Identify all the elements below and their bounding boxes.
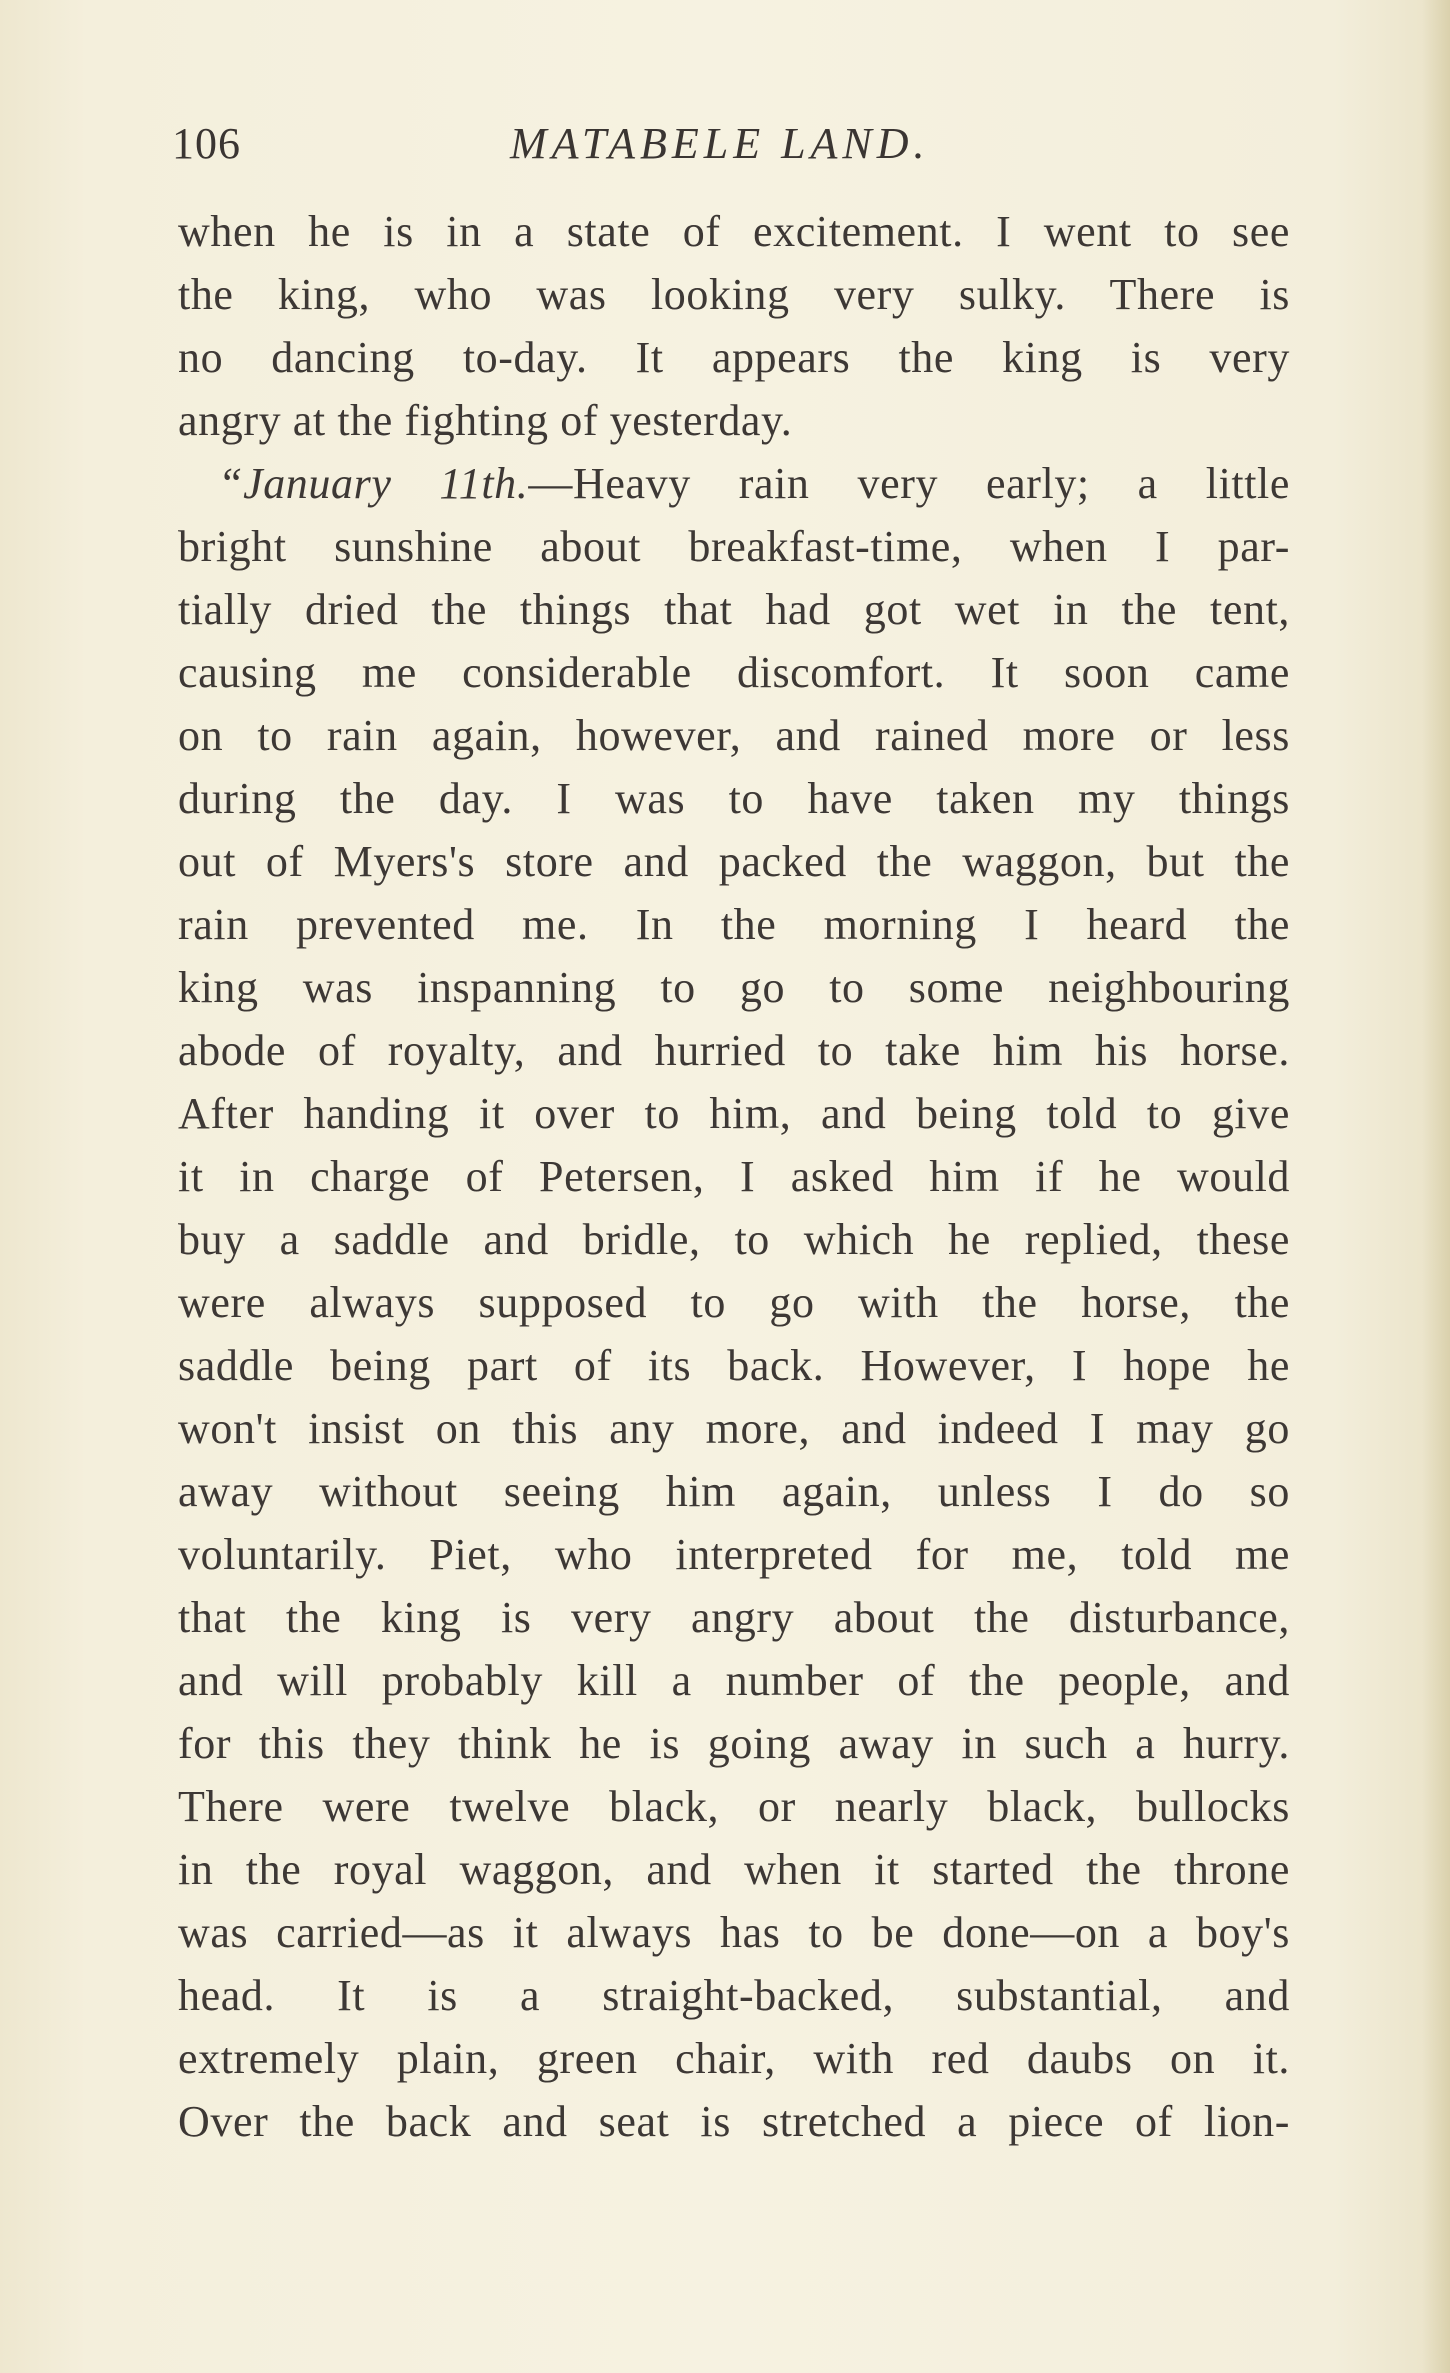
text-line: buy a saddle and bridle, to which he replied, these xyxy=(178,1215,1290,1264)
page-edge-shadow xyxy=(1422,0,1450,2373)
text-line: the king, who was looking very sulky. There is xyxy=(178,270,1290,319)
text-line: when he is in a state of excitement. I went to see xyxy=(178,207,1290,256)
text-line: bright sunshine about breakfast-time, when I par- xyxy=(178,522,1290,571)
text-line: angry at the fighting of yesterday. xyxy=(178,396,793,445)
diary-date: “January 11th. xyxy=(218,459,529,508)
text-line: abode of royalty, and hurried to take him his horse. xyxy=(178,1026,1290,1075)
text-line: it in charge of Petersen, I asked him if he would xyxy=(178,1152,1290,1201)
text-line: no dancing to-day. It appears the king is very xyxy=(178,333,1290,382)
text-line: voluntarily. Piet, who interpreted for me, told me xyxy=(178,1530,1290,1579)
body-text xyxy=(178,200,1290,2153)
text-line: head. It is a straight-backed, substantial, and xyxy=(178,1971,1290,2020)
text-line: causing me considerable discomfort. It soon came xyxy=(178,648,1290,697)
text-line: won't insist on this any more, and indeed I may go xyxy=(178,1404,1290,1453)
text-line: and will probably kill a number of the people, and xyxy=(178,1656,1290,1705)
text-line: was carried—as it always has to be done—on a boy's xyxy=(178,1908,1290,1957)
running-title: MATABELE LAND. xyxy=(510,119,930,168)
text-line: king was inspanning to go to some neighbouring xyxy=(178,963,1290,1012)
text-line: extremely plain, green chair, with red daubs on it. xyxy=(178,2034,1290,2083)
text-line: away without seeing him again, unless I do so xyxy=(178,1467,1290,1516)
text-line: After handing it over to him, and being told to give xyxy=(178,1089,1290,1138)
page-header xyxy=(172,118,1322,178)
text-line: during the day. I was to have taken my things xyxy=(178,774,1290,823)
text-line: There were twelve black, or nearly black, bullocks xyxy=(178,1782,1290,1831)
text-line: rain prevented me. In the morning I heard the xyxy=(178,900,1290,949)
text-line: tially dried the things that had got wet in the tent, xyxy=(178,585,1290,634)
text-line: that the king is very angry about the disturbance, xyxy=(178,1593,1290,1642)
diary-entry-text: —Heavy rain very early; a little xyxy=(528,459,1291,508)
text-line: on to rain again, however, and rained more or less xyxy=(178,711,1290,760)
page-number: 106 xyxy=(172,119,241,168)
text-line: in the royal waggon, and when it started the throne xyxy=(178,1845,1290,1894)
text-line: Over the back and seat is stretched a piece of lion- xyxy=(178,2097,1290,2146)
text-line: for this they think he is going away in such a hurry. xyxy=(178,1719,1290,1768)
text-line: out of Myers's store and packed the waggon, but the xyxy=(178,837,1290,886)
text-line: were always supposed to go with the horse, the xyxy=(178,1278,1290,1327)
diary-entry-start xyxy=(178,452,1290,515)
text-line: saddle being part of its back. However, I hope he xyxy=(178,1341,1290,1390)
